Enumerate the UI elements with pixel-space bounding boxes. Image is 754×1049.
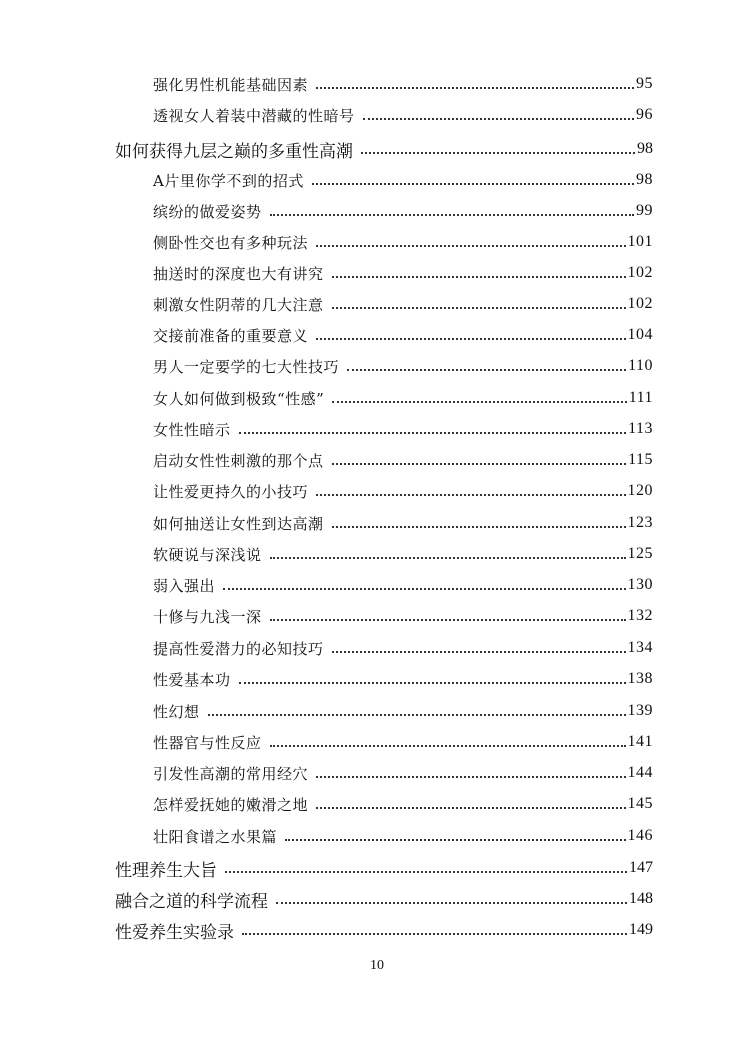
toc-entry-page: 147	[629, 859, 653, 876]
toc-entry[interactable]	[153, 448, 653, 472]
toc-entry-title: 交接前准备的重要意义	[153, 326, 309, 345]
dot-leader	[316, 337, 625, 340]
toc-entry-title: 如何抽送让女性到达高潮	[153, 514, 324, 533]
toc-entry-page: 141	[627, 733, 653, 750]
toc-entry-page: 138	[627, 670, 653, 687]
dot-leader	[312, 182, 634, 185]
toc-entry-title: 缤纷的做爱姿势	[153, 202, 262, 221]
toc-entry-title: 抽送时的深度也大有讲究	[153, 264, 324, 283]
toc-entry[interactable]	[153, 386, 653, 410]
dot-leader	[363, 117, 634, 120]
dot-leader	[270, 213, 634, 216]
dot-leader	[225, 870, 627, 873]
toc-entry-page: 98	[636, 171, 653, 188]
toc-entry-page: 95	[636, 75, 653, 92]
dot-leader	[239, 681, 626, 684]
toc-entry[interactable]	[153, 824, 653, 848]
toc-entry[interactable]	[153, 511, 653, 535]
dot-leader	[242, 932, 627, 935]
toc-entry[interactable]	[153, 168, 653, 192]
toc-entry[interactable]	[153, 604, 653, 628]
toc-entry[interactable]	[153, 417, 653, 441]
dot-leader	[223, 587, 625, 590]
toc-entry-page: 125	[627, 545, 653, 562]
toc-entry-title: 引发性高潮的常用经穴	[153, 764, 309, 783]
toc-entry[interactable]	[153, 354, 653, 378]
toc-entry-title: 男人一定要学的七大性技巧	[153, 357, 340, 376]
toc-entry[interactable]	[153, 479, 653, 503]
dot-leader	[316, 775, 625, 778]
toc-entry-title: 侧卧性交也有多种玩法	[153, 233, 309, 252]
toc-entry[interactable]	[153, 292, 653, 316]
toc-entry-page: 120	[627, 482, 653, 499]
dot-leader	[208, 713, 626, 716]
dot-leader	[361, 151, 635, 154]
toc-entry-page: 149	[629, 921, 653, 938]
toc-entry-page: 145	[627, 795, 653, 812]
dot-leader	[316, 86, 634, 89]
dot-leader	[332, 525, 626, 528]
toc-entry-title: 怎样爱抚她的嫩滑之地	[153, 795, 309, 814]
toc-entry-title: 融合之道的科学流程	[115, 891, 268, 912]
toc-entry-title: 十修与九浅一深	[153, 607, 262, 626]
toc-entry-title: 强化男性机能基础因素	[153, 75, 309, 94]
dot-leader	[332, 400, 626, 403]
toc-entry-page: 132	[627, 607, 653, 624]
toc-entry-page: 113	[628, 420, 653, 437]
toc-entry[interactable]	[153, 323, 653, 347]
toc-entry[interactable]	[153, 699, 653, 723]
toc-entry-page: 148	[629, 890, 653, 907]
toc-entry-title: 让性爱更持久的小技巧	[153, 482, 309, 501]
dot-leader	[332, 275, 626, 278]
dot-leader	[332, 650, 626, 653]
dot-leader	[332, 462, 627, 465]
toc-entry[interactable]	[153, 103, 653, 127]
dot-leader	[316, 806, 625, 809]
toc-entry[interactable]	[153, 761, 653, 785]
toc-entry[interactable]	[153, 636, 653, 660]
dot-leader	[285, 838, 625, 841]
toc-entry-title: 性幻想	[153, 702, 200, 721]
toc-entry-page: 110	[628, 357, 653, 374]
toc-entry-title: 如何获得九层之巅的多重性高潮	[115, 141, 353, 162]
toc-chapter-entry[interactable]	[115, 856, 653, 880]
toc-entry[interactable]	[153, 730, 653, 754]
toc-entry-title: 壮阳食谱之水果篇	[153, 827, 278, 846]
dot-leader	[270, 556, 626, 559]
dot-leader	[347, 368, 626, 371]
toc-entry-page: 130	[627, 576, 653, 593]
toc-entry-page: 139	[627, 702, 653, 719]
toc-entry-page: 102	[627, 264, 653, 281]
toc-entry-title: 透视女人着装中潜藏的性暗号	[153, 106, 355, 125]
toc-entry-page: 111	[628, 389, 653, 406]
toc-entry-page: 146	[627, 827, 653, 844]
toc-entry-title: 女人如何做到极致“性感”	[153, 389, 325, 408]
toc-chapter-entry[interactable]	[115, 137, 653, 161]
toc-entry-page: 144	[627, 764, 653, 781]
toc-entry-page: 102	[627, 295, 653, 312]
page-number: 10	[370, 958, 384, 973]
toc-entry-page: 99	[636, 202, 653, 219]
toc-entry-page: 104	[627, 326, 653, 343]
dot-leader	[316, 244, 625, 247]
dot-leader	[332, 306, 626, 309]
toc-entry-title: 性爱养生实验录	[115, 922, 234, 943]
toc-entry-title: 性理养生大旨	[115, 860, 217, 881]
toc-entry-title: 性器官与性反应	[153, 733, 262, 752]
toc-entry-page: 115	[628, 451, 653, 468]
toc-entry[interactable]	[153, 72, 653, 96]
dot-leader	[276, 901, 627, 904]
toc-entry[interactable]	[153, 792, 653, 816]
toc-entry-page: 101	[627, 233, 653, 250]
toc-entry-page: 96	[636, 106, 653, 123]
toc-entry[interactable]	[153, 230, 653, 254]
toc-entry-title: 女性性暗示	[153, 420, 231, 439]
toc-entry-page: 123	[627, 514, 653, 531]
toc-chapter-entry[interactable]	[115, 887, 653, 911]
toc-chapter-entry[interactable]	[115, 918, 653, 942]
toc-entry[interactable]	[153, 542, 653, 566]
toc-entry-title: 软硬说与深浅说	[153, 545, 262, 564]
toc-entry-page: 98	[637, 140, 653, 157]
dot-leader	[316, 493, 625, 496]
dot-leader	[270, 618, 626, 621]
toc-entry-page: 134	[627, 639, 653, 656]
toc-entry-title: 刺激女性阴蒂的几大注意	[153, 295, 324, 314]
toc-entry-title: 性爱基本功	[153, 670, 231, 689]
toc-entry-title: 启动女性性刺激的那个点	[153, 451, 324, 470]
toc-entry[interactable]	[153, 261, 653, 285]
toc-entry[interactable]	[153, 573, 653, 597]
toc-entry[interactable]	[153, 667, 653, 691]
toc-entry-title: A片里你学不到的招式	[153, 171, 304, 190]
toc-entry-title: 弱入强出	[153, 576, 216, 595]
dot-leader	[270, 744, 626, 747]
toc-entry[interactable]	[153, 199, 653, 223]
toc-entry-title: 提高性爱潜力的必知技巧	[153, 639, 324, 658]
dot-leader	[239, 431, 627, 434]
